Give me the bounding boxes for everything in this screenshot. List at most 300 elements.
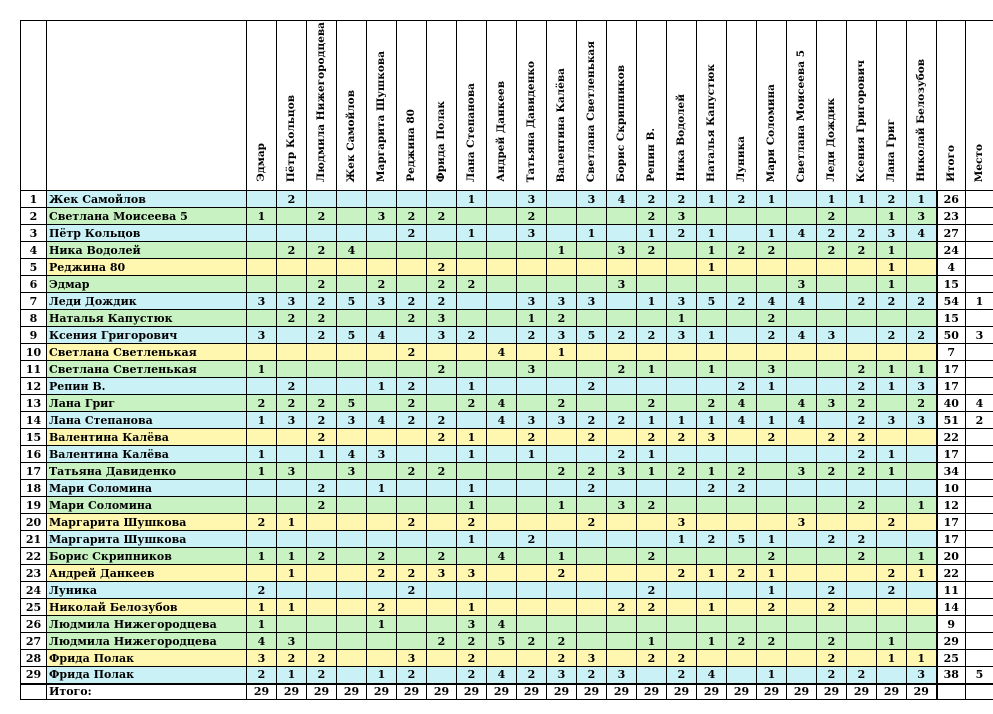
score-cell <box>667 242 697 259</box>
score-cell: 2 <box>457 650 487 667</box>
score-cell <box>427 446 457 463</box>
score-cell <box>907 242 937 259</box>
score-cell: 2 <box>667 565 697 582</box>
score-cell: 2 <box>397 344 427 361</box>
score-cell: 2 <box>307 412 337 429</box>
score-cell: 2 <box>847 446 877 463</box>
score-cell: 2 <box>757 310 787 327</box>
participant-name: Лана Степанова <box>47 412 247 429</box>
row-place <box>966 565 993 582</box>
participant-name: Валентина Калёва <box>47 446 247 463</box>
score-cell: 2 <box>517 208 547 225</box>
score-cell: 5 <box>337 293 367 310</box>
row-total: 24 <box>937 242 966 259</box>
score-cell: 1 <box>817 191 847 208</box>
row-number: 4 <box>21 242 47 259</box>
score-cell <box>547 259 577 276</box>
score-cell <box>517 616 547 633</box>
score-cell <box>907 599 937 616</box>
score-cell: 2 <box>697 531 727 548</box>
column-header-7-label: Фрида Полак <box>435 100 448 182</box>
score-cell <box>547 191 577 208</box>
row-total: 15 <box>937 310 966 327</box>
score-cell: 1 <box>877 463 907 480</box>
score-cell: 4 <box>787 293 817 310</box>
row-total: 26 <box>937 191 966 208</box>
score-cell <box>877 310 907 327</box>
score-cell <box>667 395 697 412</box>
totals-empty-cell <box>21 684 47 700</box>
row-number: 1 <box>21 191 47 208</box>
score-cell: 1 <box>247 412 277 429</box>
row-total: 12 <box>937 497 966 514</box>
score-cell <box>247 378 277 395</box>
score-cell <box>367 191 397 208</box>
score-cell <box>667 480 697 497</box>
score-cell: 2 <box>607 361 637 378</box>
score-cell: 2 <box>247 667 277 684</box>
row-place <box>966 378 993 395</box>
score-cell <box>607 650 637 667</box>
score-cell: 3 <box>517 412 547 429</box>
score-cell <box>427 344 457 361</box>
row-place <box>966 259 993 276</box>
table-row <box>21 582 993 599</box>
row-number: 11 <box>21 361 47 378</box>
score-cell: 3 <box>757 361 787 378</box>
score-cell: 2 <box>667 650 697 667</box>
score-cell <box>727 446 757 463</box>
score-cell <box>667 446 697 463</box>
score-cell <box>547 208 577 225</box>
score-cell <box>757 395 787 412</box>
score-cell: 2 <box>727 480 757 497</box>
row-total: 50 <box>937 327 966 344</box>
score-cell: 4 <box>337 446 367 463</box>
score-cell <box>337 565 367 582</box>
score-cell <box>517 599 547 616</box>
score-cell <box>577 208 607 225</box>
score-cell <box>577 582 607 599</box>
score-cell: 2 <box>247 582 277 599</box>
score-cell: 3 <box>817 327 847 344</box>
row-total: 7 <box>937 344 966 361</box>
score-cell: 1 <box>697 412 727 429</box>
score-cell <box>847 616 877 633</box>
score-cell: 4 <box>487 412 517 429</box>
score-cell: 2 <box>727 463 757 480</box>
score-cell <box>727 208 757 225</box>
score-cell <box>427 514 457 531</box>
score-cell: 1 <box>247 616 277 633</box>
score-cell <box>487 191 517 208</box>
score-cell <box>307 361 337 378</box>
score-cell <box>457 412 487 429</box>
participant-name: Николай Белозубов <box>47 599 247 616</box>
score-cell <box>487 599 517 616</box>
score-cell: 1 <box>367 667 397 684</box>
score-cell: 3 <box>337 463 367 480</box>
score-cell <box>817 293 847 310</box>
score-cell <box>757 276 787 293</box>
column-header-19 <box>787 21 817 191</box>
score-cell: 4 <box>787 412 817 429</box>
score-cell <box>367 463 397 480</box>
row-place <box>966 429 993 446</box>
participant-name: Светлана Моисеева 5 <box>47 208 247 225</box>
score-cell <box>607 344 637 361</box>
score-cell <box>907 446 937 463</box>
participant-name: Лана Григ <box>47 395 247 412</box>
score-cell: 3 <box>607 242 637 259</box>
score-cell: 1 <box>697 361 727 378</box>
score-cell <box>877 429 907 446</box>
score-cell: 2 <box>517 667 547 684</box>
score-cell <box>787 599 817 616</box>
score-cell: 1 <box>457 191 487 208</box>
score-cell <box>667 548 697 565</box>
row-total: 17 <box>937 446 966 463</box>
score-cell: 2 <box>517 531 547 548</box>
score-cell <box>727 650 757 667</box>
participant-name: Людмила Нижегородцева <box>47 633 247 650</box>
score-cell <box>517 548 547 565</box>
row-number: 9 <box>21 327 47 344</box>
score-cell: 1 <box>517 310 547 327</box>
score-cell <box>427 395 457 412</box>
score-cell: 2 <box>427 429 457 446</box>
score-cell: 1 <box>697 327 727 344</box>
score-cell <box>817 276 847 293</box>
column-total: 29 <box>517 684 547 700</box>
row-place: 5 <box>966 667 993 684</box>
score-cell: 1 <box>667 531 697 548</box>
score-cell: 2 <box>457 327 487 344</box>
score-cell: 3 <box>607 463 637 480</box>
score-cell <box>457 361 487 378</box>
score-cell <box>847 259 877 276</box>
column-header-4 <box>337 21 367 191</box>
score-cell: 3 <box>667 293 697 310</box>
score-cell: 1 <box>277 599 307 616</box>
score-cell: 1 <box>457 429 487 446</box>
score-cell: 2 <box>757 327 787 344</box>
score-cell: 2 <box>637 497 667 514</box>
column-header-2 <box>277 21 307 191</box>
score-cell <box>337 276 367 293</box>
score-cell: 3 <box>247 650 277 667</box>
score-cell <box>367 344 397 361</box>
column-total: 29 <box>607 684 637 700</box>
score-cell: 2 <box>367 565 397 582</box>
row-number: 24 <box>21 582 47 599</box>
score-cell <box>337 480 367 497</box>
score-cell: 2 <box>307 395 337 412</box>
participant-name: Андрей Данкеев <box>47 565 247 582</box>
score-cell: 2 <box>817 242 847 259</box>
score-cell <box>277 225 307 242</box>
score-cell <box>487 565 517 582</box>
participant-name: Реджина 80 <box>47 259 247 276</box>
score-cell: 4 <box>487 395 517 412</box>
column-header-3 <box>307 21 337 191</box>
row-number: 16 <box>21 446 47 463</box>
score-cell <box>577 242 607 259</box>
score-cell <box>517 514 547 531</box>
score-cell: 2 <box>757 599 787 616</box>
score-cell: 1 <box>637 412 667 429</box>
column-total: 29 <box>277 684 307 700</box>
column-total: 29 <box>397 684 427 700</box>
score-cell: 3 <box>547 327 577 344</box>
row-total: 20 <box>937 548 966 565</box>
row-place <box>966 531 993 548</box>
score-cell: 2 <box>727 565 757 582</box>
score-cell: 3 <box>607 276 637 293</box>
score-cell <box>247 259 277 276</box>
score-cell <box>337 378 367 395</box>
score-cell: 2 <box>277 378 307 395</box>
score-cell: 1 <box>907 650 937 667</box>
score-cell <box>787 633 817 650</box>
score-cell <box>547 429 577 446</box>
score-cell: 2 <box>577 667 607 684</box>
score-cell <box>577 395 607 412</box>
score-cell <box>457 310 487 327</box>
score-cell <box>427 599 457 616</box>
score-cell: 2 <box>307 429 337 446</box>
row-number: 19 <box>21 497 47 514</box>
score-cell: 3 <box>367 208 397 225</box>
score-cell <box>277 327 307 344</box>
participant-name: Светлана Светленькая <box>47 344 247 361</box>
score-cell <box>427 242 457 259</box>
score-cell <box>697 310 727 327</box>
column-total: 29 <box>817 684 847 700</box>
column-header-22-label: Лана Григ <box>885 118 898 182</box>
row-number: 21 <box>21 531 47 548</box>
column-header-17-label: Луника <box>735 136 748 182</box>
score-cell: 1 <box>877 446 907 463</box>
score-cell <box>697 344 727 361</box>
column-header-10-label: Татьяна Давиденко <box>525 60 538 182</box>
score-cell: 2 <box>907 395 937 412</box>
score-cell <box>277 446 307 463</box>
score-cell <box>727 310 757 327</box>
score-cell <box>397 446 427 463</box>
score-cell: 2 <box>817 582 847 599</box>
row-total: 22 <box>937 565 966 582</box>
score-cell <box>697 208 727 225</box>
score-cell <box>607 293 637 310</box>
score-cell <box>427 616 457 633</box>
score-cell <box>667 361 697 378</box>
score-cell <box>367 259 397 276</box>
score-cell <box>547 361 577 378</box>
score-cell <box>787 310 817 327</box>
score-cell <box>517 650 547 667</box>
score-cell <box>487 242 517 259</box>
score-cell <box>817 259 847 276</box>
row-place <box>966 650 993 667</box>
score-cell <box>367 650 397 667</box>
score-cell: 2 <box>847 378 877 395</box>
score-cell: 1 <box>637 225 667 242</box>
score-cell: 4 <box>337 242 367 259</box>
score-cell <box>487 310 517 327</box>
score-cell <box>697 514 727 531</box>
score-cell: 1 <box>547 344 577 361</box>
score-cell: 4 <box>787 327 817 344</box>
score-cell: 3 <box>547 293 577 310</box>
score-cell <box>787 565 817 582</box>
score-cell <box>547 514 577 531</box>
score-cell: 2 <box>547 463 577 480</box>
score-cell: 2 <box>907 293 937 310</box>
table-row <box>21 242 993 259</box>
score-cell <box>547 378 577 395</box>
score-cell: 2 <box>847 531 877 548</box>
score-cell <box>247 310 277 327</box>
score-cell <box>307 582 337 599</box>
score-cell: 2 <box>727 242 757 259</box>
score-cell: 2 <box>427 293 457 310</box>
score-cell: 2 <box>667 429 697 446</box>
score-cell <box>607 225 637 242</box>
column-header-1 <box>247 21 277 191</box>
column-total: 29 <box>427 684 457 700</box>
score-cell: 1 <box>367 378 397 395</box>
score-cell: 3 <box>577 293 607 310</box>
score-cell: 2 <box>277 650 307 667</box>
row-place <box>966 497 993 514</box>
score-cell: 1 <box>637 361 667 378</box>
score-cell: 4 <box>487 548 517 565</box>
score-cell <box>577 276 607 293</box>
score-cell <box>817 616 847 633</box>
score-cell <box>667 378 697 395</box>
score-cell <box>727 616 757 633</box>
score-cell: 3 <box>907 412 937 429</box>
score-cell: 2 <box>397 293 427 310</box>
score-cell <box>457 242 487 259</box>
score-cell: 1 <box>877 378 907 395</box>
row-total: 4 <box>937 259 966 276</box>
score-cell <box>727 361 757 378</box>
score-cell <box>517 395 547 412</box>
score-cell: 1 <box>757 191 787 208</box>
score-cell: 2 <box>277 191 307 208</box>
score-cell: 2 <box>397 378 427 395</box>
corner-cell <box>21 21 47 191</box>
table-row <box>21 667 993 684</box>
score-cell: 3 <box>517 293 547 310</box>
score-cell: 2 <box>427 548 457 565</box>
score-cell: 1 <box>757 667 787 684</box>
table-row <box>21 650 993 667</box>
score-cell <box>277 344 307 361</box>
score-cell <box>247 276 277 293</box>
score-cell <box>487 650 517 667</box>
row-total: 14 <box>937 599 966 616</box>
participant-name: Маргарита Шушкова <box>47 531 247 548</box>
score-cell: 1 <box>457 497 487 514</box>
score-cell <box>487 378 517 395</box>
table-row <box>21 616 993 633</box>
score-cell <box>547 225 577 242</box>
score-cell: 1 <box>697 242 727 259</box>
score-cell <box>517 276 547 293</box>
column-header-6 <box>397 21 427 191</box>
score-cell: 4 <box>757 293 787 310</box>
table-row <box>21 310 993 327</box>
row-number: 13 <box>21 395 47 412</box>
score-cell <box>457 208 487 225</box>
column-header-9 <box>487 21 517 191</box>
score-cell: 1 <box>457 225 487 242</box>
row-place <box>966 463 993 480</box>
score-cell: 2 <box>397 225 427 242</box>
score-cell <box>457 344 487 361</box>
score-cell: 3 <box>787 463 817 480</box>
score-cell: 1 <box>367 480 397 497</box>
score-cell <box>337 310 367 327</box>
score-cell: 3 <box>787 514 817 531</box>
score-cell: 2 <box>667 463 697 480</box>
row-total: 17 <box>937 514 966 531</box>
score-cell: 3 <box>787 276 817 293</box>
score-cell <box>547 276 577 293</box>
score-cell: 2 <box>367 548 397 565</box>
score-cell <box>787 378 817 395</box>
score-cell: 1 <box>697 599 727 616</box>
score-cell: 1 <box>907 497 937 514</box>
table-row <box>21 497 993 514</box>
score-cell: 1 <box>517 446 547 463</box>
score-cell: 2 <box>577 480 607 497</box>
score-cell <box>577 446 607 463</box>
score-cell <box>457 582 487 599</box>
score-cell: 2 <box>247 395 277 412</box>
score-cell: 2 <box>637 650 667 667</box>
score-cell: 2 <box>307 310 337 327</box>
score-cell: 3 <box>577 650 607 667</box>
score-cell <box>427 378 457 395</box>
score-cell <box>367 395 397 412</box>
score-cell <box>247 429 277 446</box>
score-cell: 2 <box>427 208 457 225</box>
row-number: 14 <box>21 412 47 429</box>
score-cell <box>667 344 697 361</box>
row-number: 6 <box>21 276 47 293</box>
score-cell: 1 <box>367 616 397 633</box>
score-cell: 1 <box>697 259 727 276</box>
participant-name: Луника <box>47 582 247 599</box>
score-cell <box>397 259 427 276</box>
score-cell: 2 <box>877 514 907 531</box>
score-cell: 1 <box>247 446 277 463</box>
score-cell <box>277 480 307 497</box>
score-cell <box>817 480 847 497</box>
score-cell: 2 <box>907 327 937 344</box>
score-cell: 1 <box>757 225 787 242</box>
row-number: 20 <box>21 514 47 531</box>
row-total: 25 <box>937 650 966 667</box>
score-cell: 2 <box>847 242 877 259</box>
participant-name: Ника Водолей <box>47 242 247 259</box>
score-cell <box>787 667 817 684</box>
score-cell: 1 <box>907 565 937 582</box>
